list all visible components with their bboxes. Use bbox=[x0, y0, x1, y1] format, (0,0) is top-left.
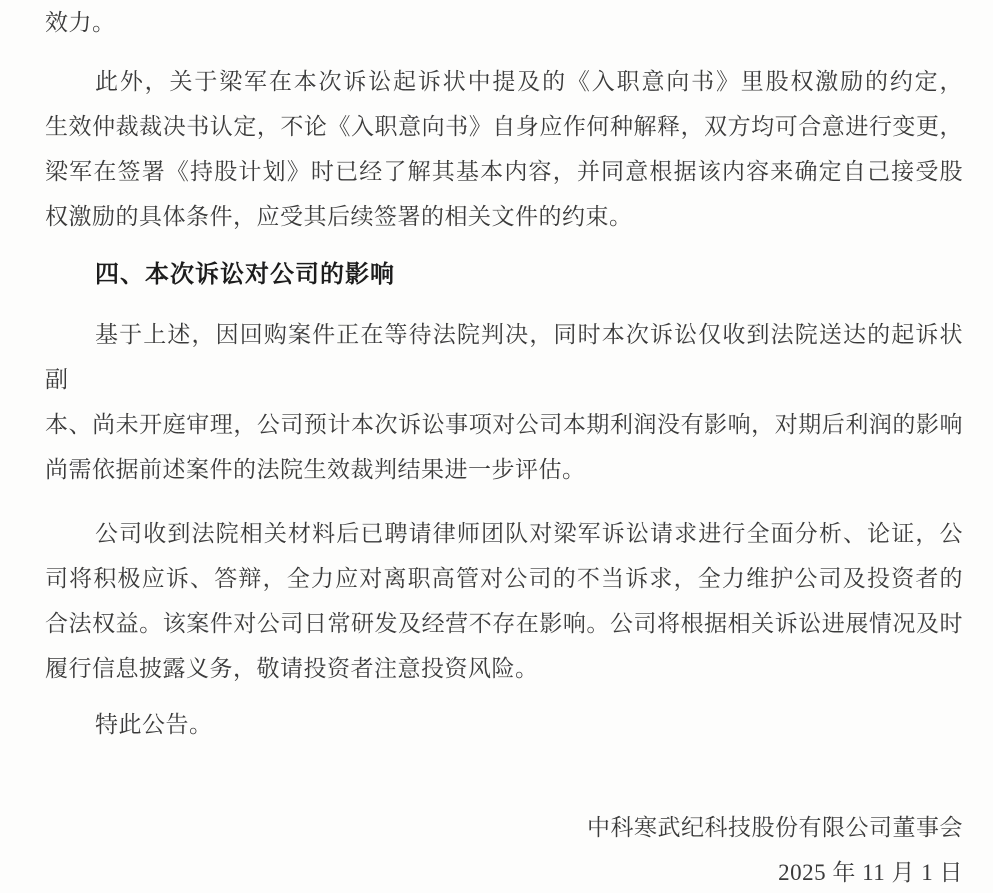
signature-date: 2025 年 11 月 1 日 bbox=[778, 860, 963, 885]
carryover-line: 效力。 bbox=[45, 10, 116, 35]
paragraph-line: 合法权益。该案件对公司日常研发及经营不存在影响。公司将根据相关诉讼进展情况及时 bbox=[45, 611, 963, 636]
paragraph-line: 司将积极应诉、答辩，全力应对离职高管对公司的不当诉求，全力维护公司及投资者的 bbox=[45, 566, 963, 591]
paragraph-line: 尚需依据前述案件的法院生效裁判结果进一步评估。 bbox=[45, 457, 586, 482]
paragraph-line: 本、尚未开庭审理，公司预计本次诉讼事项对公司本期利润没有影响，对期后利润的影响 bbox=[45, 412, 963, 437]
closing-line: 特此公告。 bbox=[95, 712, 213, 737]
paragraph-response bbox=[45, 511, 963, 691]
paragraph-line: 基于上述，因回购案件正在等待法院判决，同时本次诉讼仅收到法院送达的起诉状副 bbox=[45, 322, 963, 392]
paragraph-line: 公司收到法院相关材料后已聘请律师团队对梁军诉讼请求进行全面分析、论证，公 bbox=[95, 521, 963, 546]
paragraph-line: 生效仲裁裁决书认定，不论《入职意向书》自身应作何种解释，双方均可合意进行变更， bbox=[45, 114, 963, 139]
signature-block bbox=[45, 805, 963, 893]
paragraph-impact bbox=[45, 312, 963, 492]
paragraph-arbitration bbox=[45, 59, 963, 239]
paragraph-line: 权激励的具体条件，应受其后续签署的相关文件的约束。 bbox=[45, 204, 633, 229]
section-heading: 四、本次诉讼对公司的影响 bbox=[95, 261, 395, 288]
paragraph-line: 履行信息披露义务，敬请投资者注意投资风险。 bbox=[45, 656, 539, 681]
signature-company: 中科寒武纪科技股份有限公司董事会 bbox=[587, 815, 963, 840]
paragraph-line: 梁军在签署《持股计划》时已经了解其基本内容，并同意根据该内容来确定自己接受股 bbox=[45, 159, 963, 184]
paragraph-line: 此外，关于梁军在本次诉讼起诉状中提及的《入职意向书》里股权激励的约定， bbox=[95, 69, 963, 94]
